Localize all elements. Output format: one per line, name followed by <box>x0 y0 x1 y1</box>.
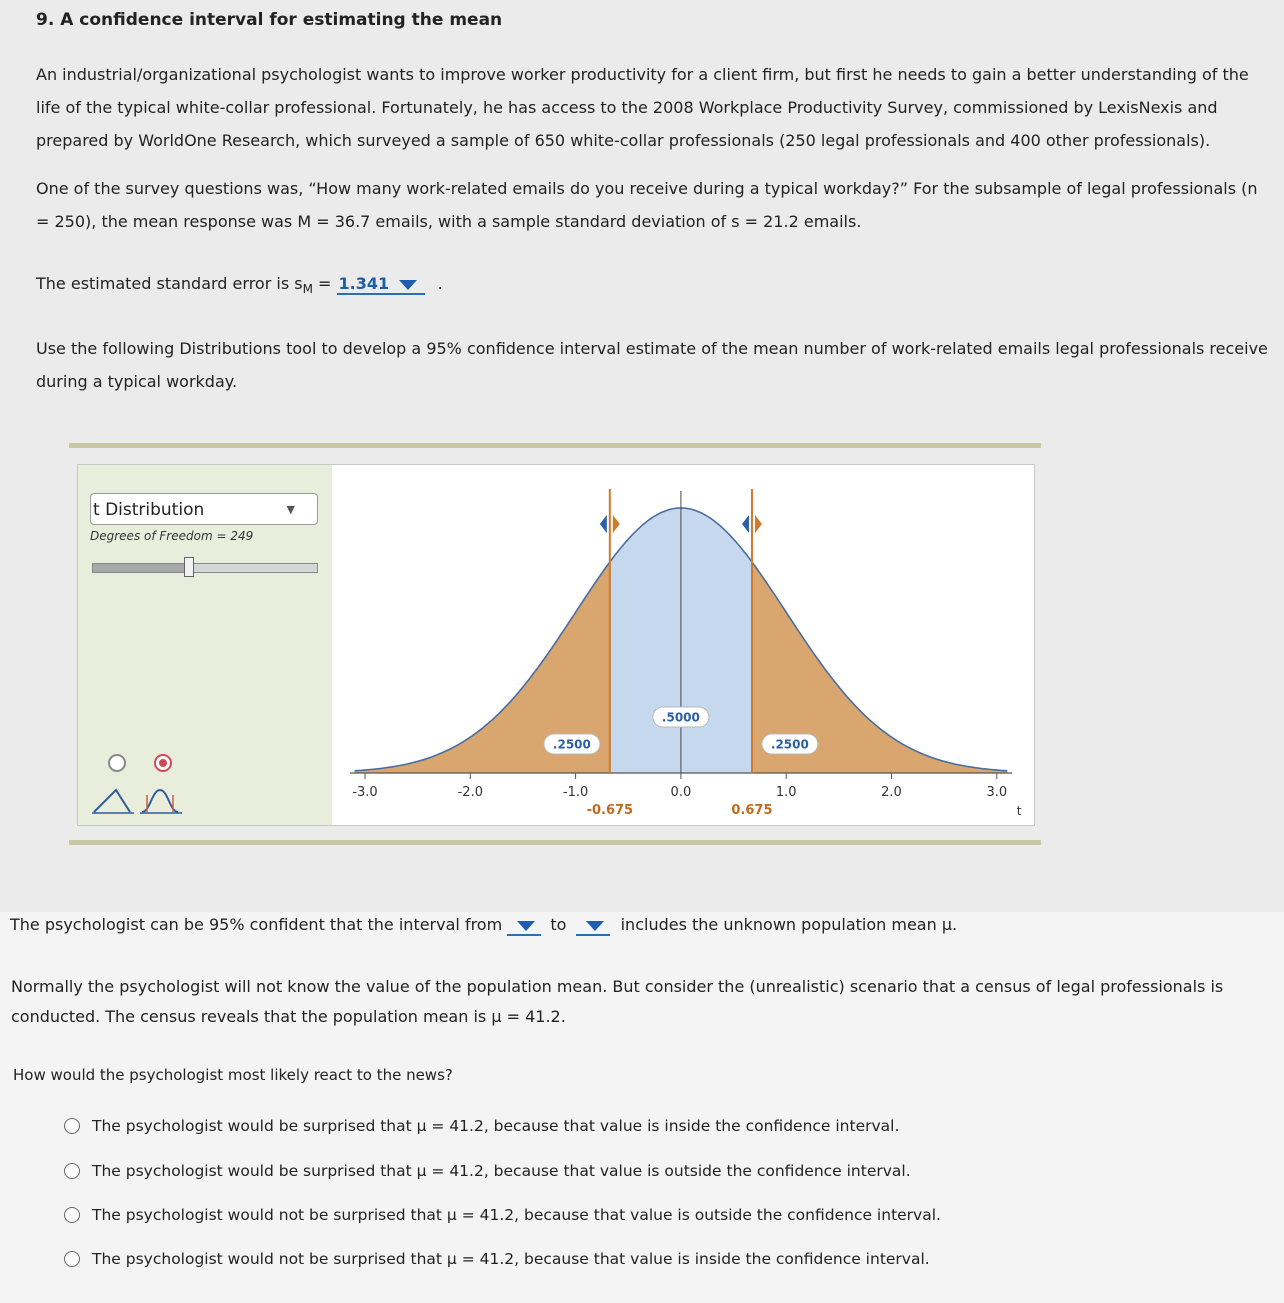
dof-slider-fill <box>93 564 189 572</box>
reaction-option[interactable] <box>64 1206 941 1224</box>
x-axis-label: t <box>1016 804 1022 818</box>
dropdown-arrow-icon <box>586 921 604 931</box>
se-period: . <box>437 274 443 293</box>
standard-error-line <box>36 274 443 296</box>
distributions-tool <box>77 464 1035 826</box>
cutoff-value-label: -0.675 <box>586 803 634 818</box>
reaction-prompt: How would the psychologist most likely react to the news? <box>13 1066 453 1084</box>
option-label: The psychologist would not be surprised that μ = 41.2, because that value is outside the confidence interval. <box>92 1206 941 1224</box>
option-radio[interactable] <box>64 1118 80 1134</box>
cutoff-value-label: 0.675 <box>731 803 773 818</box>
reaction-option[interactable] <box>64 1162 911 1180</box>
dropdown-arrow-icon <box>399 280 417 290</box>
option-label: The psychologist would be surprised that μ = 41.2, because that value is inside the confidence interval. <box>92 1117 900 1135</box>
ci-to: to <box>550 915 567 934</box>
area-label: .2500 <box>552 737 591 752</box>
x-tick-label: 3.0 <box>986 785 1008 800</box>
two-tailed-icon[interactable] <box>140 790 182 813</box>
tool-divider-bottom <box>69 840 1041 845</box>
drag-left-arrow-icon[interactable] <box>742 515 749 533</box>
drag-left-arrow-icon[interactable] <box>600 515 607 533</box>
ci-lower-dropdown[interactable] <box>507 915 541 936</box>
option-radio[interactable] <box>64 1207 80 1223</box>
tail-mode-icons <box>92 785 184 817</box>
area-label: .2500 <box>770 737 809 752</box>
standard-error-value: 1.341 <box>338 274 390 293</box>
one-tailed-icon[interactable] <box>92 790 134 813</box>
question-title: 9. A confidence interval for estimating the mean <box>36 10 503 30</box>
dof-slider-handle[interactable] <box>184 557 194 577</box>
distribution-select-value: t Distribution <box>93 500 205 520</box>
degrees-of-freedom-label: Degrees of Freedom = 249 <box>90 529 254 543</box>
dropdown-arrow-icon <box>517 921 535 931</box>
two-tailed-radio[interactable] <box>154 754 172 772</box>
x-tick-label: -2.0 <box>457 785 483 800</box>
tool-controls <box>78 465 332 825</box>
option-radio[interactable] <box>64 1251 80 1267</box>
ci-upper-dropdown[interactable] <box>576 915 610 936</box>
reaction-option[interactable] <box>64 1250 930 1268</box>
x-axis-ticks <box>352 773 1007 800</box>
scenario-paragraph: Normally the psychologist will not know the value of the population mean. But consider the (unrealistic) scenario that a census of legal professionals is conducted. The census reveals that the population mean is μ = 41.2. <box>11 977 1224 1026</box>
ci-suffix: includes the unknown population mean μ. <box>620 915 958 934</box>
se-subscript: M <box>302 282 313 297</box>
se-prefix: The estimated standard error is s <box>36 274 303 293</box>
answer-panel <box>0 912 1284 1303</box>
drag-right-arrow-icon[interactable] <box>755 515 762 533</box>
option-radio[interactable] <box>64 1163 80 1179</box>
x-tick-label: 0.0 <box>670 785 692 800</box>
x-tick-label: -3.0 <box>352 785 378 800</box>
tool-divider-top <box>69 443 1041 448</box>
dof-slider[interactable] <box>92 563 318 573</box>
select-arrow-icon: ▼ <box>286 503 295 516</box>
option-label: The psychologist would be surprised that μ = 41.2, because that value is outside the confidence interval. <box>92 1162 911 1180</box>
distribution-select[interactable] <box>90 493 318 525</box>
ci-prefix: The psychologist can be 95% confident that the interval from <box>10 915 503 934</box>
x-tick-label: -1.0 <box>562 785 589 800</box>
intro-paragraph-1: An industrial/organizational psychologist wants to improve worker productivity for a client firm, but first he needs to gain a better understanding of the life of the typical white-collar professional. Fortunately, he has access to the 2008 Workplace Productivity Survey, commissioned by LexisNexis and prepared by WorldOne Research, which surveyed a sample of 650 white-collar professionals (250 legal professionals and 400 other professionals). <box>36 65 1249 150</box>
reaction-option[interactable] <box>64 1117 899 1135</box>
x-tick-label: 2.0 <box>881 785 902 800</box>
drag-right-arrow-icon[interactable] <box>613 515 620 533</box>
intro-paragraph-2: One of the survey questions was, “How many work-related emails do you receive during a typical workday?” For the subsample of legal professionals (n = 250), the mean response was M = 36.7 emails, with a sample standard deviation of s = 21.2 emails. <box>36 179 1258 231</box>
ci-question-line <box>10 915 957 936</box>
t-distribution-plot <box>332 465 1034 825</box>
instruction-paragraph: Use the following Distributions tool to develop a 95% confidence interval estimate of the mean number of work-related emails legal professionals receive during a typical workday. <box>36 339 1268 391</box>
x-tick-label: 1.0 <box>775 785 797 800</box>
se-equals: = <box>312 274 337 293</box>
standard-error-dropdown[interactable] <box>337 274 425 295</box>
area-label: .5000 <box>661 710 700 725</box>
option-label: The psychologist would not be surprised that μ = 41.2, because that value is inside the confidence interval. <box>92 1250 930 1268</box>
one-tailed-radio[interactable] <box>108 754 126 772</box>
